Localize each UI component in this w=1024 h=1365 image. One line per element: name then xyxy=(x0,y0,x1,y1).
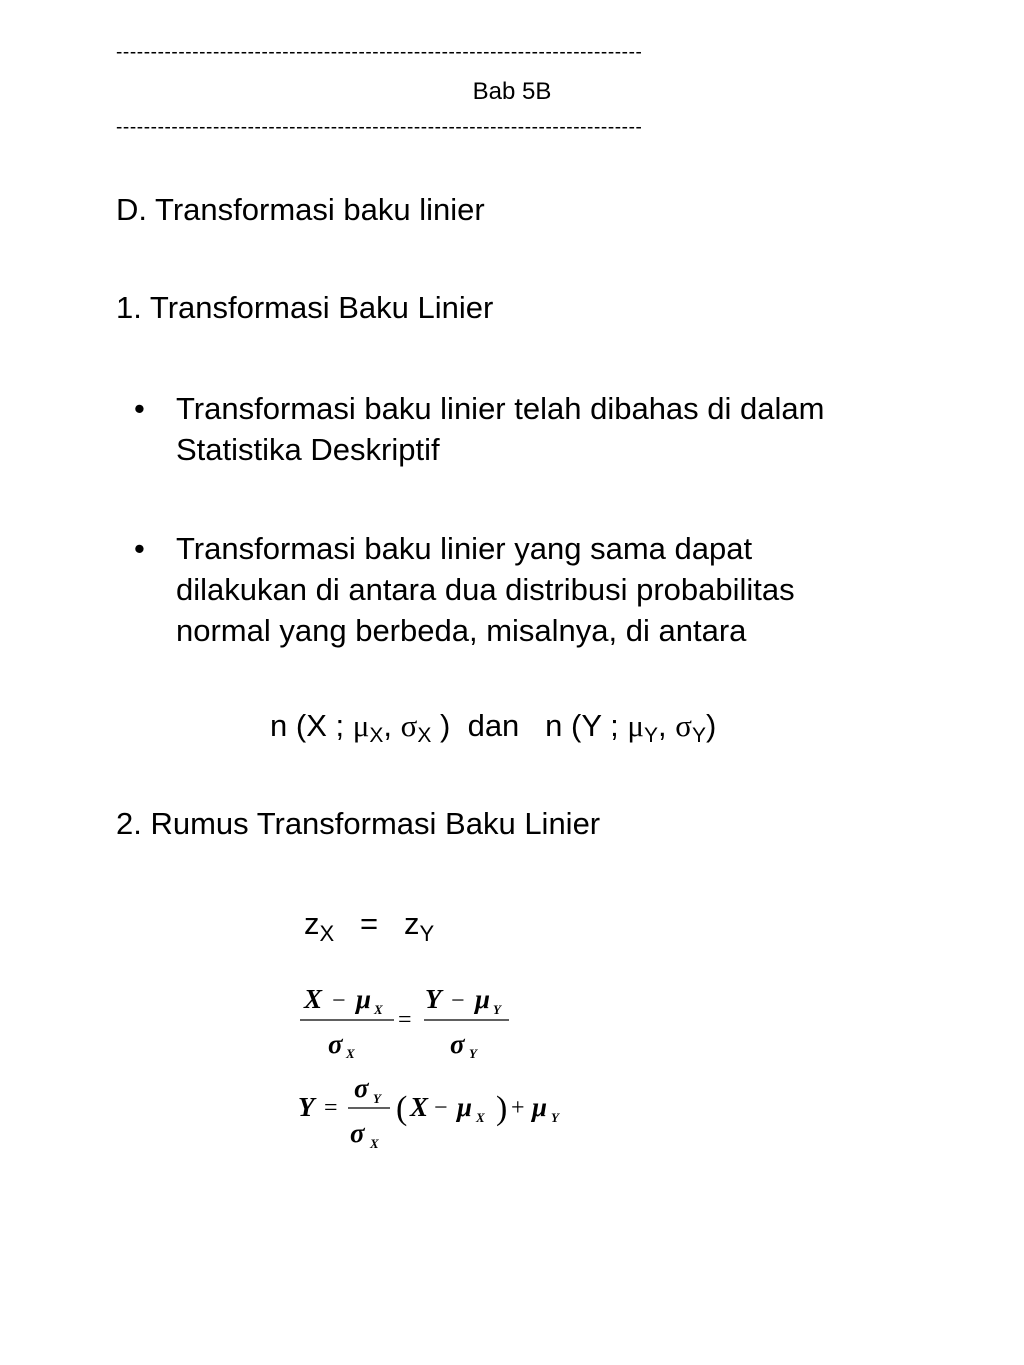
f2-plus: + xyxy=(511,1095,525,1121)
dist-connector: dan xyxy=(467,708,520,743)
f1-y: Y xyxy=(425,984,442,1014)
f2-y: Y xyxy=(298,1092,315,1122)
mu-y-subscript: Y xyxy=(643,724,658,747)
f2-x: X xyxy=(410,1092,429,1122)
section-2-title: 2. Rumus Transformasi Baku Linier xyxy=(116,806,601,841)
bullet-line: dilakukan di antara dua distribusi probabilitas xyxy=(176,572,795,607)
bullet-item xyxy=(176,388,916,470)
dist-n-x: n xyxy=(270,708,288,743)
f2-close-paren: ) xyxy=(496,1090,508,1127)
mu-x-subscript: X xyxy=(369,724,384,747)
z-left-subscript: X xyxy=(319,921,335,946)
distribution-notation xyxy=(270,708,716,754)
f2-mu-y-subscript: Y xyxy=(551,1110,559,1125)
z-right: z xyxy=(403,906,420,941)
f1-minus-left: − xyxy=(332,988,346,1014)
dist-semicolon-y: ; xyxy=(610,708,619,743)
z-right-subscript: Y xyxy=(419,921,435,946)
inverse-transformation-formula xyxy=(290,1070,580,1154)
f1-sigma-x: σ xyxy=(328,1029,343,1059)
f2-mu-x: μ xyxy=(457,1092,473,1122)
f2-mu-y: μ xyxy=(532,1092,548,1122)
f1-sigma-y: σ xyxy=(450,1029,465,1059)
dist-semicolon-x: ; xyxy=(335,708,345,743)
f1-sigma-x-subscript: X xyxy=(346,1046,355,1060)
dist-open-x: ( xyxy=(295,708,307,743)
f2-sigma-x-subscript: X xyxy=(370,1136,379,1151)
mu-symbol: μ xyxy=(627,708,644,743)
bullet-line: Statistika Deskriptif xyxy=(176,432,440,467)
f2-sigma-y-subscript: Y xyxy=(373,1091,381,1106)
dist-var-x: X xyxy=(306,708,327,743)
bullet-item xyxy=(176,528,916,651)
dist-close-y: ) xyxy=(705,708,717,743)
z-left: z xyxy=(304,906,320,941)
f1-equals: = xyxy=(398,1007,412,1033)
sigma-x-subscript: X xyxy=(417,724,432,747)
standardization-equality-formula xyxy=(290,978,530,1060)
f1-mu-x-subscript: X xyxy=(374,1002,383,1017)
section-1-title: 1. Transformasi Baku Linier xyxy=(116,290,494,325)
z-equals: = xyxy=(360,906,379,941)
dist-comma-y: , xyxy=(658,708,667,743)
f1-minus-right: − xyxy=(451,988,465,1014)
f2-mu-x-subscript: X xyxy=(476,1110,485,1125)
section-d-title: D. Transformasi baku linier xyxy=(116,192,485,227)
dist-n-y: n xyxy=(545,708,563,743)
bullet-icon: • xyxy=(134,391,145,426)
header-separator-top: ---------------------------------------------------------------------------- xyxy=(116,42,643,63)
z-equation xyxy=(304,904,434,954)
header-separator-bottom: ---------------------------------------------------------------------------- xyxy=(116,117,643,138)
f2-sigma-x: σ xyxy=(350,1118,365,1148)
f1-mu-y-subscript: Y xyxy=(493,1002,501,1017)
f1-mu-x: μ xyxy=(356,984,372,1014)
mu-symbol: μ xyxy=(352,708,370,743)
f1-x: X xyxy=(304,984,323,1014)
chapter-label: Bab 5B xyxy=(472,78,552,105)
f1-sigma-y-subscript: Y xyxy=(469,1046,477,1060)
sigma-y-subscript: Y xyxy=(691,724,706,747)
f2-minus: − xyxy=(434,1095,448,1121)
sigma-symbol: σ xyxy=(675,708,692,743)
f2-open-paren: ( xyxy=(396,1090,408,1127)
bullet-line: Transformasi baku linier yang sama dapat xyxy=(176,531,753,566)
f2-equals: = xyxy=(324,1095,338,1121)
bullet-line: Transformasi baku linier telah dibahas di dalam xyxy=(176,391,825,426)
bullet-icon: • xyxy=(134,531,145,566)
dist-var-y: Y xyxy=(581,708,602,743)
dist-close-x: ) xyxy=(440,708,451,743)
dist-open-y: ( xyxy=(571,708,582,743)
bullet-line: normal yang berbeda, misalnya, di antara xyxy=(176,613,747,648)
f1-mu-y: μ xyxy=(475,984,491,1014)
dist-comma-x: , xyxy=(383,708,393,743)
f2-sigma-y: σ xyxy=(354,1073,369,1103)
sigma-symbol: σ xyxy=(400,708,418,743)
